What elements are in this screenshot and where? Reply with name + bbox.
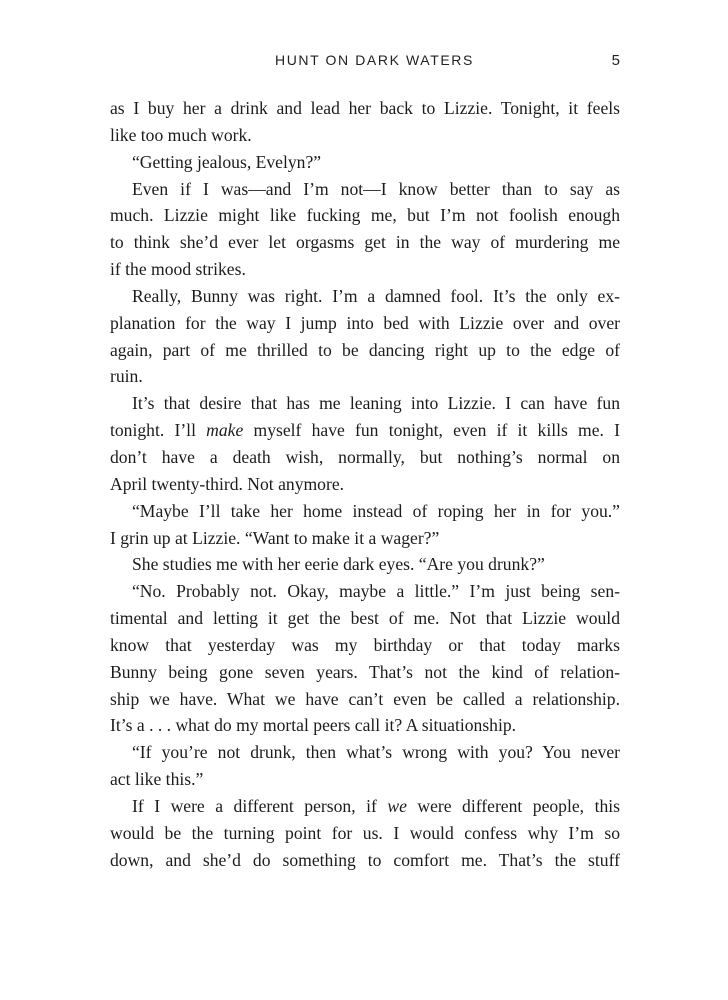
text-line: “Maybe I’ll take her home instead of roping her in for you.” bbox=[132, 500, 620, 521]
text-line: I grin up at Lizzie. “Want to make it a wager?” bbox=[110, 527, 440, 548]
text-line: act like this.” bbox=[110, 769, 204, 790]
text-line: Bunny being gone seven years. That’s not the kind of relation- bbox=[110, 661, 620, 682]
text-line: much. Lizzie might like fucking me, but I’m not foolish enough bbox=[110, 205, 620, 226]
running-head bbox=[110, 52, 620, 76]
text-line bbox=[110, 417, 620, 444]
text-line: ship we have. What we have can’t even be called a relationship. bbox=[110, 688, 620, 709]
text-line: It’s a . . . what do my mortal peers call it? A situationship. bbox=[110, 715, 517, 736]
text-line bbox=[110, 793, 620, 820]
text-line: Really, Bunny was right. I’m a damned fool. It’s the only ex- bbox=[132, 285, 620, 306]
page-number: 5 bbox=[611, 52, 620, 69]
text-line: if the mood strikes. bbox=[110, 259, 246, 280]
text-segment: myself have fun tonight, even if it kills me. I bbox=[243, 420, 620, 441]
text-segment: If I were a different person, if bbox=[132, 795, 388, 816]
text-line: timental and letting it get the best of me. Not that Lizzie would bbox=[110, 608, 620, 629]
text-line: ruin. bbox=[110, 366, 143, 387]
emphasis-text: make bbox=[206, 420, 244, 441]
text-line: know that yesterday was my birthday or that today marks bbox=[110, 634, 620, 655]
text-line: don’t have a death wish, normally, but nothing’s normal on bbox=[110, 446, 620, 467]
text-line: April twenty-third. Not anymore. bbox=[110, 473, 345, 494]
text-segment: tonight. I’ll bbox=[110, 420, 207, 441]
text-segment: were different people, this bbox=[406, 795, 620, 816]
text-line: She studies me with her eerie dark eyes. “Are you drunk?” bbox=[132, 554, 545, 575]
text-line: again, part of me thrilled to be dancing right up to the edge of bbox=[110, 339, 620, 360]
text-line: to think she’d ever let orgasms get in the way of murdering me bbox=[110, 232, 620, 253]
emphasis-text: we bbox=[387, 795, 407, 816]
running-title: HUNT ON DARK WATERS bbox=[275, 52, 474, 68]
text-line: as I buy her a drink and lead her back to Lizzie. Tonight, it feels bbox=[110, 98, 620, 118]
text-line: “If you’re not drunk, then what’s wrong with you? You never bbox=[132, 742, 620, 763]
text-line: “Getting jealous, Evelyn?” bbox=[132, 151, 322, 172]
text-line: down, and she’d do something to comfort me. That’s the stuff bbox=[110, 849, 620, 870]
body-text bbox=[110, 95, 620, 873]
text-line: planation for the way I jump into bed with Lizzie over and over bbox=[110, 312, 620, 333]
text-line: like too much work. bbox=[110, 124, 252, 145]
text-line: It’s that desire that has me leaning into Lizzie. I can have fun bbox=[132, 393, 620, 414]
text-line: Even if I was—and I’m not—I know better than to say as bbox=[132, 178, 620, 199]
text-line: “No. Probably not. Okay, maybe a little.” I’m just being sen- bbox=[132, 581, 620, 602]
text-line: would be the turning point for us. I would confess why I’m so bbox=[110, 822, 620, 843]
